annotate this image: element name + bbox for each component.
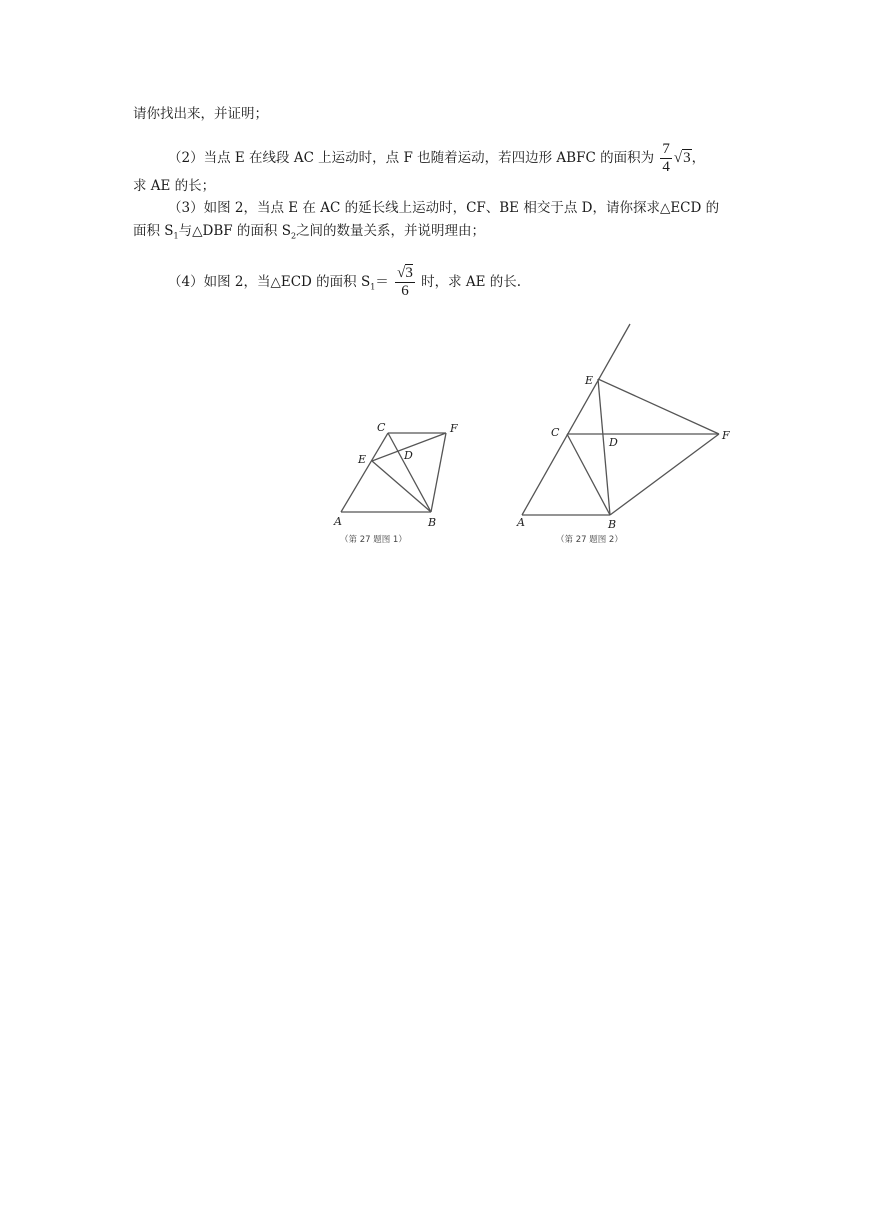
figure-2-diagram <box>512 318 744 550</box>
question-3-line <box>168 198 719 218</box>
fig2-label-a: A <box>517 516 525 529</box>
fig1-label-d: D <box>404 449 413 462</box>
fig1-caption: （第 27 题图 1） <box>340 535 407 545</box>
fig2-label-c: C <box>551 426 560 439</box>
line5-part-a: 面积 S <box>133 223 174 239</box>
sqrt-radicand: 3 <box>683 150 691 166</box>
question-3-text: （3）如图 2，当点 E 在 AC 的延长线上运动时，CF、BE 相交于点 D，请你探求△ECD 的 <box>168 200 720 216</box>
question-4-text: （4）如图 2，当△ECD 的面积 S <box>168 274 371 290</box>
question-2-continuation <box>133 176 215 196</box>
fraction-denominator-q4: 6 <box>401 283 409 299</box>
fig1-label-f: F <box>450 422 458 435</box>
fig2-label-b: B <box>608 518 617 531</box>
fig1-segment-fb <box>431 433 446 512</box>
fig2-caption: （第 27 题图 2） <box>556 535 623 545</box>
fig1-segment-cb <box>388 433 431 512</box>
question-3-continuation <box>133 221 485 247</box>
line1-text: 请你找出来，并证明； <box>133 106 268 122</box>
sqrt-three: √3 <box>673 150 691 166</box>
fig2-line-ac-extended <box>522 324 630 515</box>
fig1-label-a: A <box>334 515 342 528</box>
fig2-segment-ef <box>598 379 719 434</box>
fig2-label-e: E <box>585 374 594 387</box>
question-4-line <box>168 265 521 300</box>
fig2-label-d: D <box>609 436 618 449</box>
paragraph-line-1 <box>133 104 268 124</box>
fig1-label-b: B <box>428 516 437 529</box>
question-2-line <box>168 141 705 176</box>
line5-part-c: 之间的数量关系，并说明理由； <box>296 223 486 239</box>
question-2-text: （2）当点 E 在线段 AC 上运动时，点 F 也随着运动，若四边形 ABFC 的面积为 <box>168 150 655 166</box>
sqrt-radicand-q4: 3 <box>405 265 413 281</box>
line3-text: 求 AE 的长； <box>133 178 216 194</box>
fig1-label-e: E <box>358 453 367 466</box>
figure-1-diagram <box>330 415 470 550</box>
fig2-segment-fb <box>610 434 719 515</box>
fraction-denominator: 4 <box>662 159 670 175</box>
s1-subscript: 1 <box>173 231 179 241</box>
fig1-label-c: C <box>377 421 386 434</box>
fraction-seven-fourths <box>660 141 672 176</box>
s1-subscript-q4: 1 <box>370 282 376 292</box>
fig1-segment-ac <box>341 433 388 512</box>
line5-part-b: 与△DBF 的面积 S <box>178 223 291 239</box>
s2-subscript: 2 <box>290 231 297 241</box>
fig1-segment-eb <box>372 461 431 512</box>
fig2-label-f: F <box>722 429 730 442</box>
fraction-numerator-sqrt: √3 <box>397 265 413 281</box>
fraction-numerator: 7 <box>662 141 670 157</box>
equals-sign: ＝ <box>375 274 389 290</box>
fraction-sqrt3-over-6 <box>395 265 415 300</box>
question-4-tail: 时，求 AE 的长. <box>421 274 522 290</box>
question-2-comma: ， <box>691 150 706 166</box>
